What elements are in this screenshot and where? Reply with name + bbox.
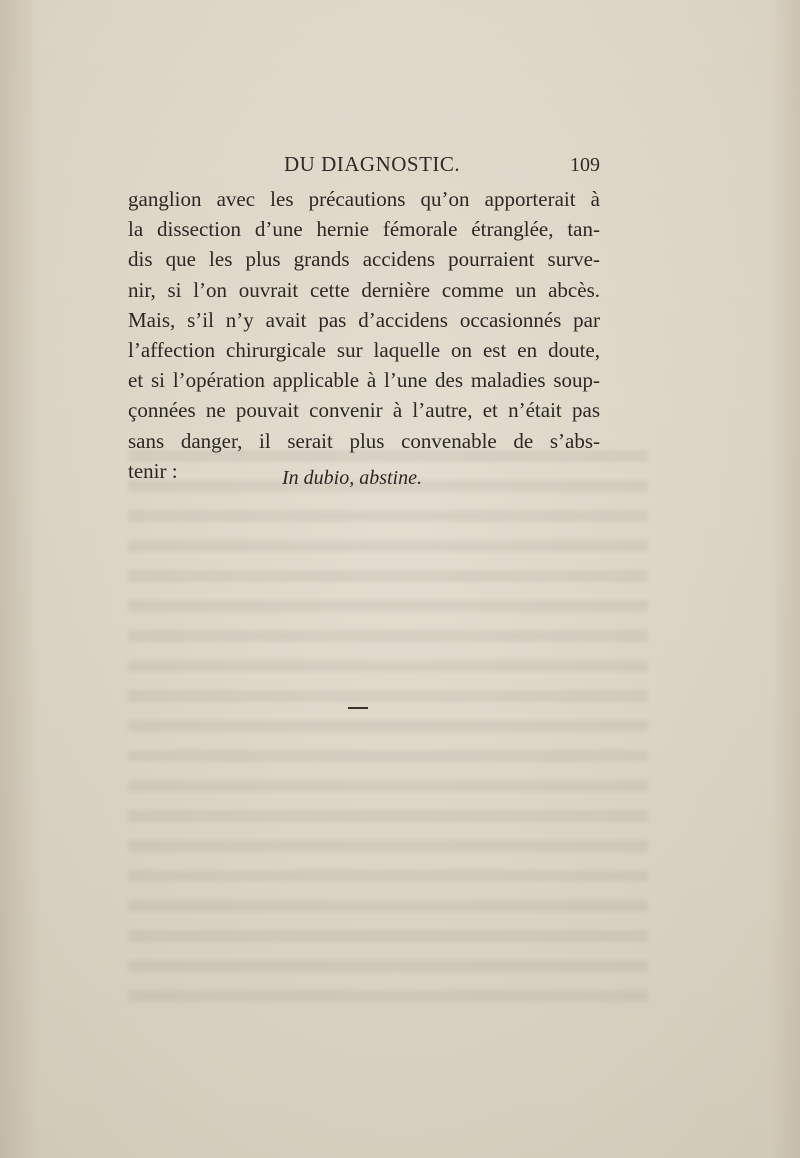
- text-line: la dissection d’une hernie fémorale étranglée, tan-: [128, 217, 600, 242]
- text-line: et si l’opération applicable à l’une des maladies soup-: [128, 368, 600, 393]
- page-header: [128, 152, 600, 184]
- page-number: 109: [570, 154, 600, 176]
- section-end-rule: [348, 707, 368, 709]
- text-line: dis que les plus grands accidens pourraient surve-: [128, 247, 600, 272]
- text-line: nir, si l’on ouvrait cette dernière comme un abcès.: [128, 277, 600, 302]
- text-line: tenir :: [128, 458, 178, 483]
- text-line: Mais, s’il n’y avait pas d’accidens occasionnés par: [128, 307, 600, 332]
- page-edge-shadow-left: [0, 0, 40, 1158]
- page-edge-shadow-right: [770, 0, 800, 1158]
- text-line: l’affection chirurgicale sur laquelle on est en doute,: [128, 337, 600, 362]
- running-title: DU DIAGNOSTIC.: [284, 152, 461, 176]
- latin-maxim: In dubio, abstine.: [282, 467, 422, 489]
- text-line: ganglion avec les précautions qu’on apporterait à: [128, 187, 600, 211]
- body-text: [128, 184, 600, 486]
- text-line: çonnées ne pouvait convenir à l’autre, et n’était pas: [128, 398, 600, 423]
- show-through-text: [128, 450, 648, 1010]
- text-line: sans danger, il serait plus convenable de s’abs-: [128, 428, 600, 453]
